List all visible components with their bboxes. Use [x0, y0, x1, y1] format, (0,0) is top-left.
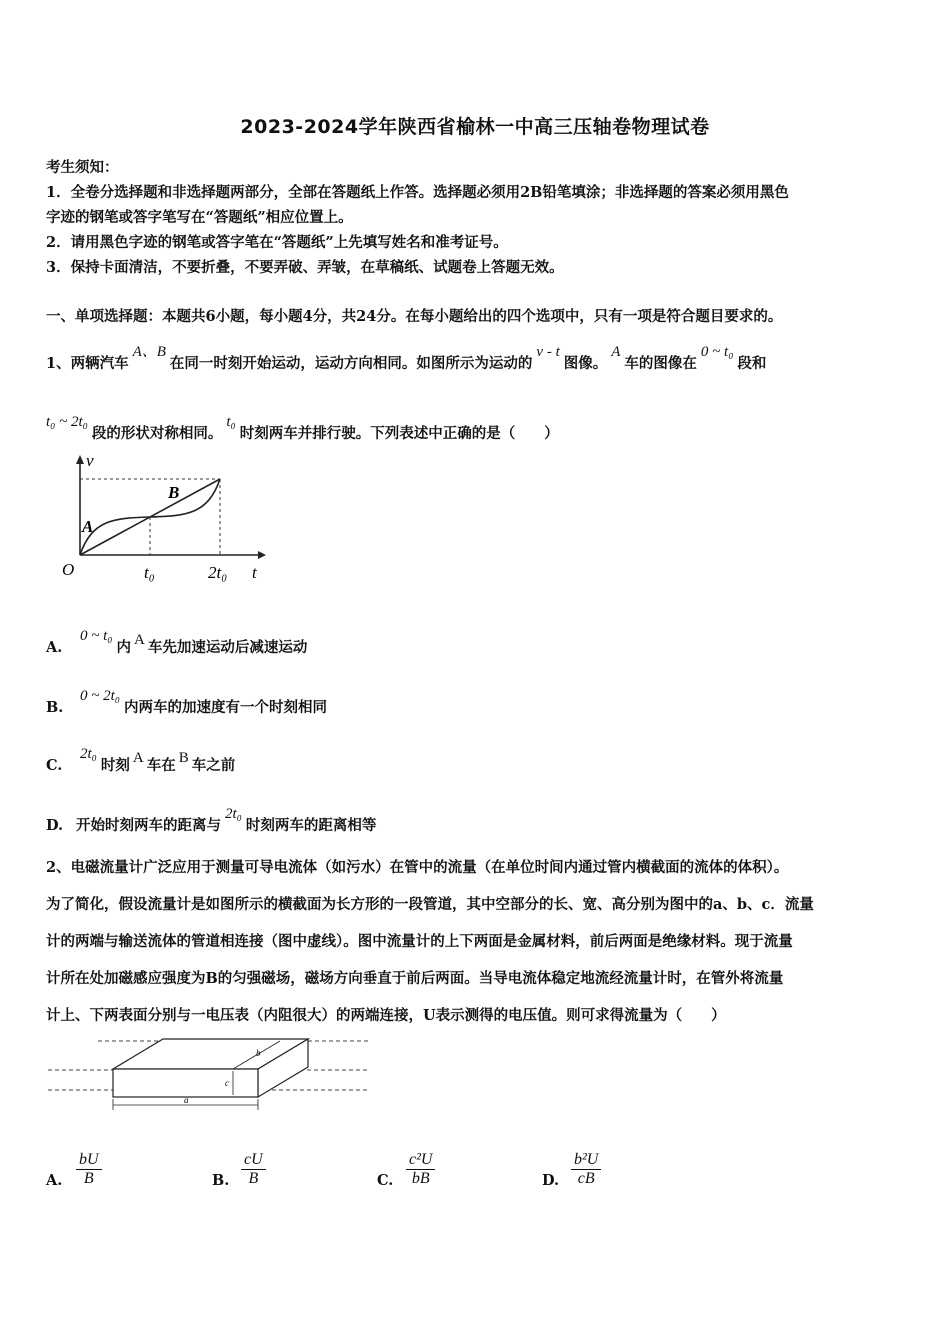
option-d[interactable]: D. 开始时刻两车的距离与2t₀时刻两车的距离相等 [46, 806, 377, 834]
math-expr: A [134, 632, 145, 648]
notice-item: 1．全卷分选择题和非选择题两部分，全部在答题纸上作答。选择题必须用2B铅笔填涂；非选择题的答案必须用黑色 [46, 184, 789, 201]
question-1-stem-line1: 1、两辆汽车A、B在同一时刻开始运动，运动方向相同。如图所示为运动的v - t图像。A车的图像在0 ~ t₀段和 [46, 344, 767, 372]
option-a[interactable]: A.0 ~ t₀内 A 车先加速运动后减速运动 [46, 628, 308, 656]
q2-option-b-fraction[interactable]: $\frac{cU}{B}$ [241, 1151, 266, 1188]
option-c[interactable]: C.2t₀时刻 A 车在 B 车之前 [46, 746, 236, 774]
origin-label: O [62, 560, 75, 579]
math-expr: 2t₀ [225, 806, 242, 822]
notice-item: 字迹的钢笔或答字笔写在“答题纸”相应位置上。 [46, 209, 353, 226]
tick-t0: t₀ [144, 563, 155, 582]
notice-item: 2．请用黑色字迹的钢笔或答字笔在“答题纸”上先填写姓名和准考证号。 [46, 234, 508, 251]
dim-b-label: b [256, 1048, 261, 1058]
q2-option-a-label[interactable]: A. [46, 1172, 63, 1189]
question-1-stem-line2: t₀ ~ 2t₀段的形状对称相同。t₀时刻两车并排行驶。下列表述中正确的是（ ） [46, 414, 559, 442]
q2-option-c-label[interactable]: C. [377, 1172, 394, 1189]
notice-item: 3．保持卡面清洁，不要折叠，不要弄破、弄皱，在草稿纸、试题卷上答题无效。 [46, 259, 564, 276]
page-title: 2023-2024学年陕西省榆林一中高三压轴卷物理试卷 [240, 116, 710, 138]
math-expr: 0 ~ t₀ [700, 344, 734, 360]
box-front-face [113, 1069, 258, 1097]
section-heading: 一、单项选择题：本题共6小题，每小题4分，共24分。在每小题给出的四个选项中，只有一项是符合题目要求的。 [46, 308, 783, 325]
dim-c-label: c [225, 1078, 229, 1088]
notice-heading: 考生须知： [46, 159, 119, 176]
math-expr: 0 ~ t₀ [80, 628, 113, 644]
math-expr: 0 ~ 2t₀ [80, 688, 120, 704]
q2-option-a-fraction[interactable]: $\frac{bU}{B}$ [76, 1151, 102, 1188]
math-expr: A [132, 750, 144, 766]
option-b[interactable]: B.0 ~ 2t₀内两车的加速度有一个时刻相同 [46, 688, 327, 716]
curve-a-label: A [82, 517, 94, 536]
flowmeter-figure [48, 1036, 378, 1112]
question-2-line: 计上、下两表面分别与一电压表（内阻很大）的两端连接，U表示测得的电压值。则可求得流量为（ ） [46, 1007, 726, 1024]
q2-option-d-label[interactable]: D. [542, 1172, 560, 1189]
vt-graph [58, 450, 268, 585]
v-axis-arrow [76, 455, 84, 464]
t-axis-label: t [252, 563, 257, 582]
math-expr: B [178, 750, 189, 766]
tick-2t0: 2t₀ [208, 563, 228, 582]
q2-option-c-fraction[interactable]: $\frac{\text{c²U}}{bB}$ [406, 1151, 435, 1188]
math-expr: A [611, 344, 621, 360]
math-expr: t₀ [226, 414, 236, 430]
question-2-line: 计的两端与输送流体的管道相连接（图中虚线）。图中流量计的上下两面是金属材料，前后两面是绝缘材料。现于流量 [46, 933, 793, 950]
t-axis-arrow [258, 551, 266, 559]
question-2-line: 计所在处加磁感应强度为B的匀强磁场，磁场方向垂直于前后两面。当导电流体稳定地流经流量计时，在管外将流量 [46, 970, 784, 987]
question-2-line: 2、电磁流量计广泛应用于测量可导电流体（如污水）在管中的流量（在单位时间内通过管内横截面的流体的体积）。 [46, 859, 789, 876]
curve-b-label: B [168, 483, 180, 502]
q2-option-d-fraction[interactable]: $\frac{\text{b²U}}{cB}$ [571, 1151, 601, 1188]
math-expr: A、B [132, 344, 166, 360]
q2-option-b-label[interactable]: B. [212, 1172, 230, 1189]
math-expr: v - t [536, 344, 560, 360]
v-axis-label: v [86, 451, 94, 470]
math-expr: 2t₀ [80, 746, 97, 762]
math-expr: t₀ ~ 2t₀ [46, 414, 88, 430]
question-2-line: 为了简化，假设流量计是如图所示的横截面为长方形的一段管道，其中空部分的长、宽、高分别为图中的a、b、c．流量 [46, 896, 814, 913]
dim-a-label: a [184, 1095, 189, 1105]
